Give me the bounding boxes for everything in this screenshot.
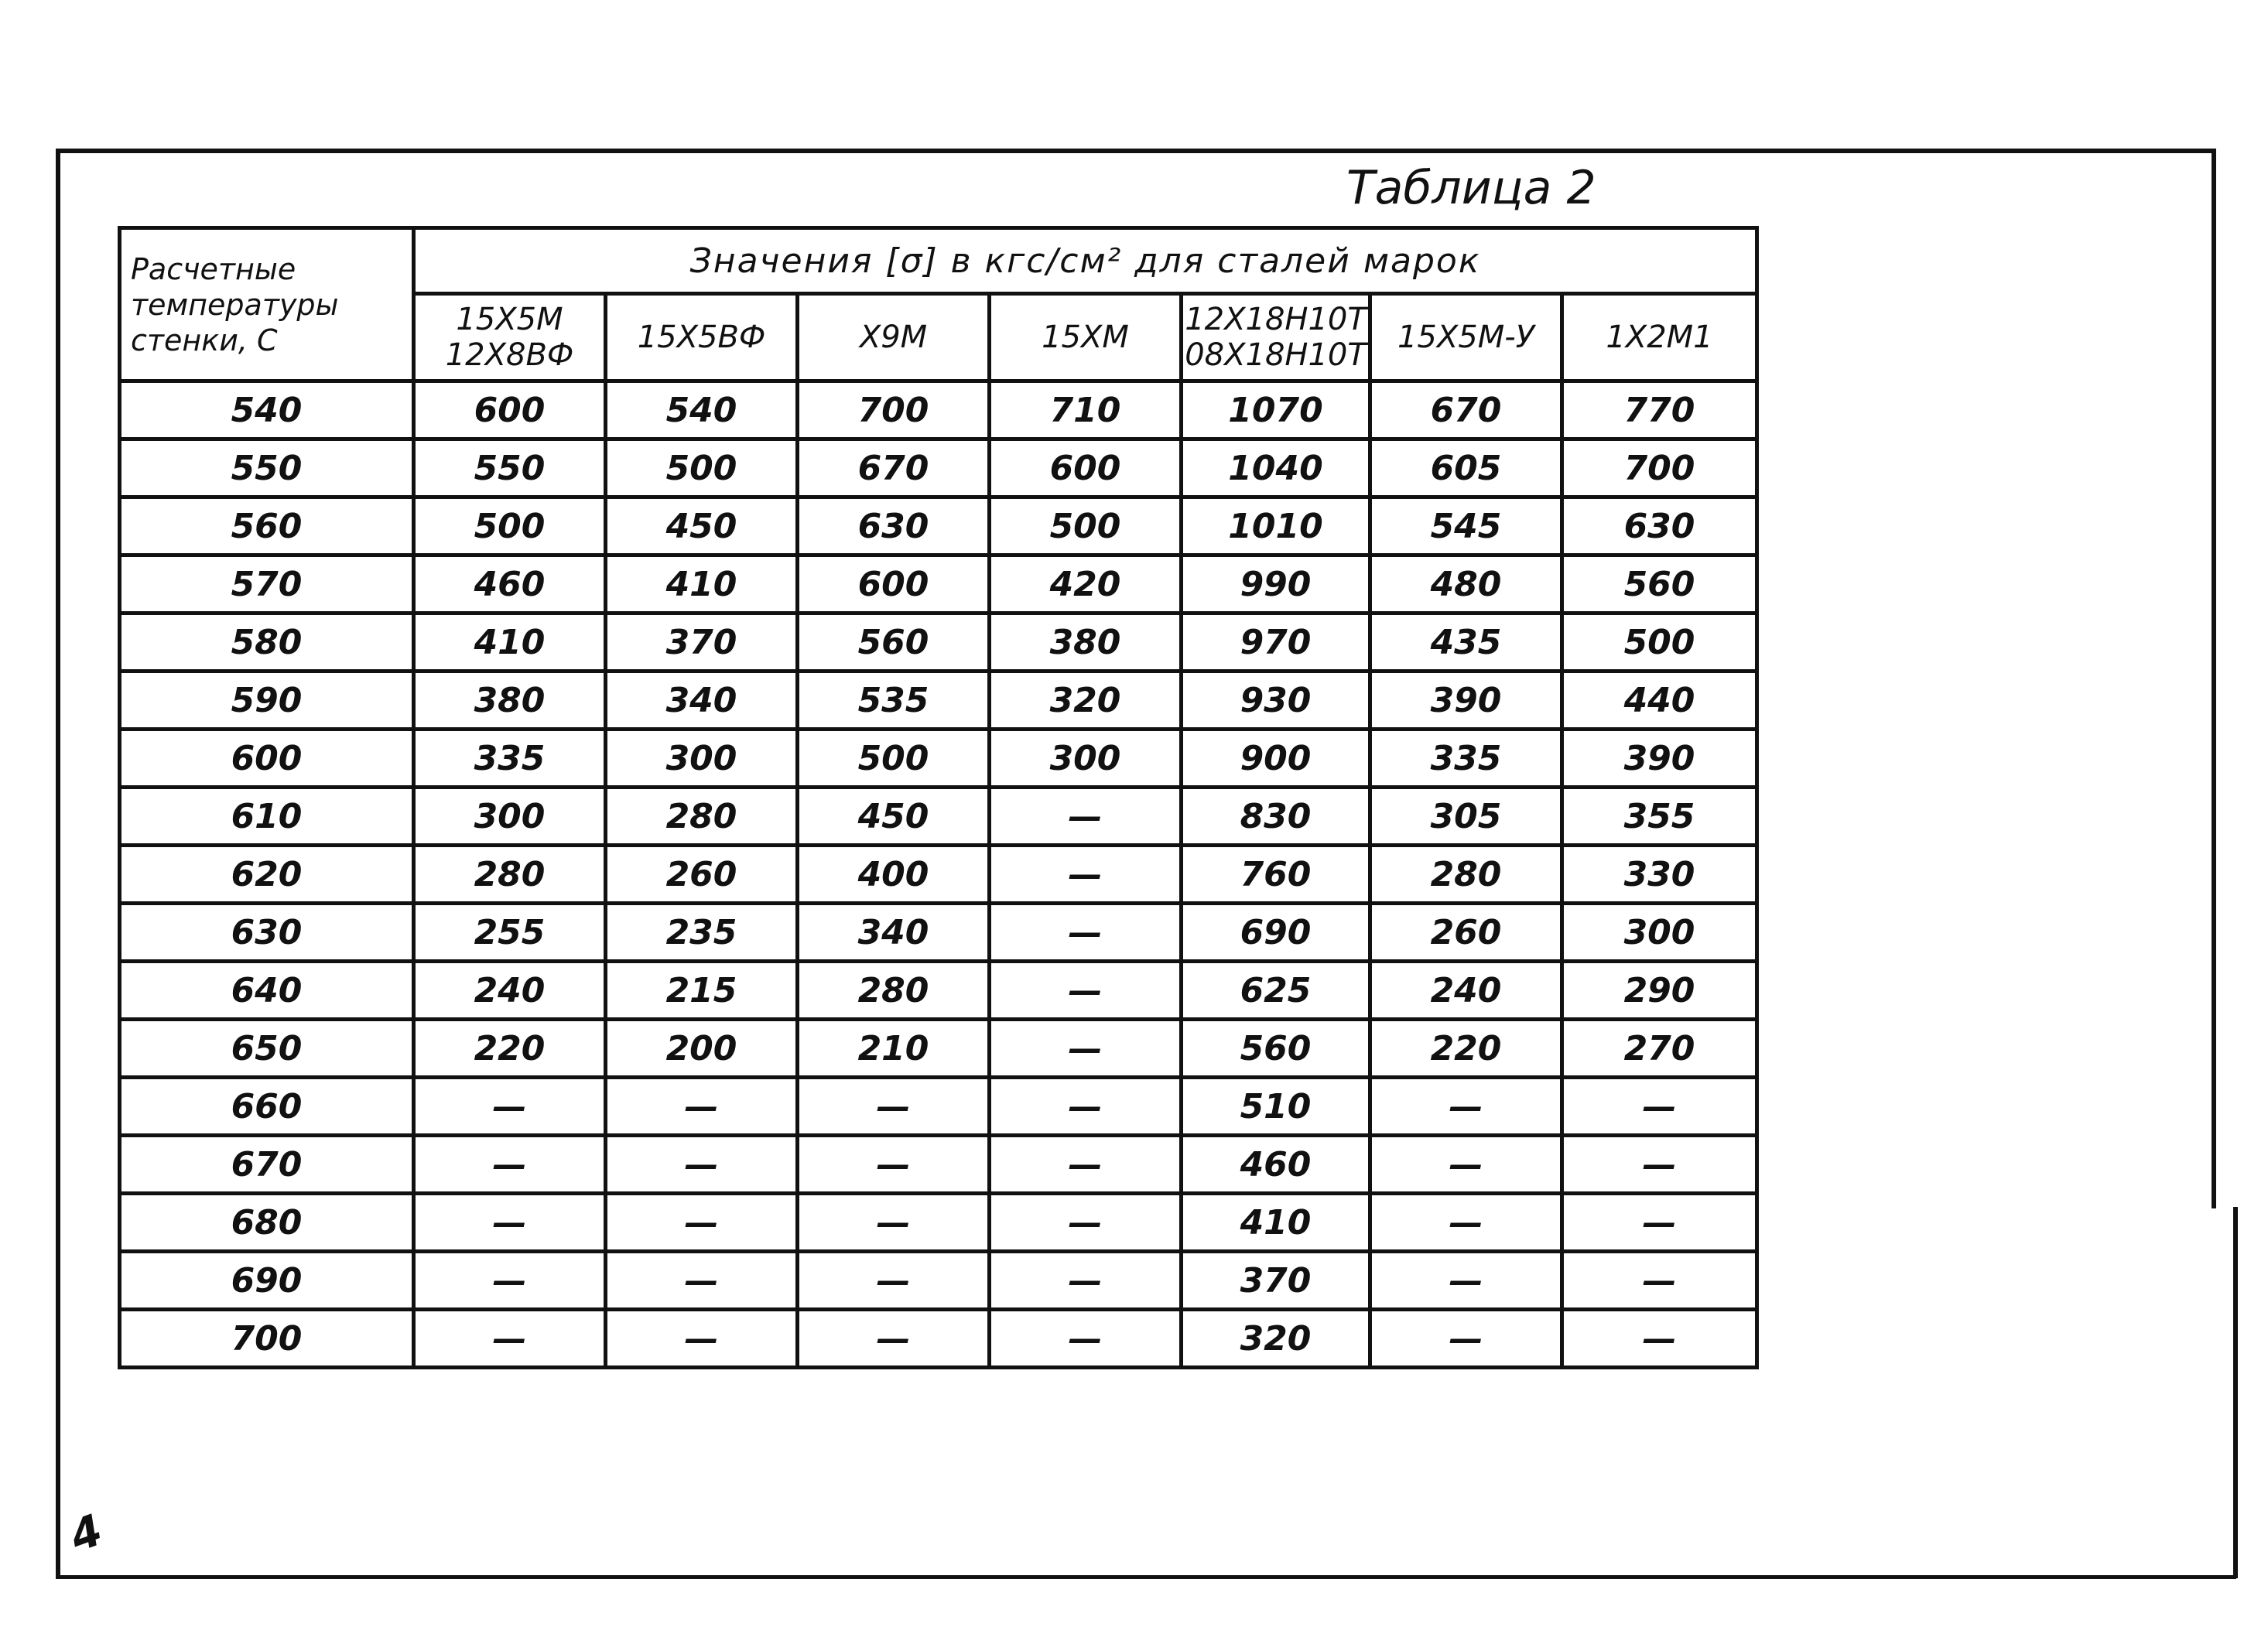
table-row [120, 439, 1757, 497]
value-cell: 690 [1182, 904, 1370, 962]
value-cell: 460 [414, 555, 606, 614]
value-cell: 500 [1562, 614, 1757, 672]
value-cell: 410 [606, 555, 798, 614]
value-cell: 1070 [1182, 381, 1370, 439]
value-cell: 710 [990, 381, 1182, 439]
value-cell: 340 [606, 672, 798, 730]
value-cell: 450 [798, 788, 990, 846]
table-row [120, 1136, 1757, 1194]
value-cell: 215 [606, 962, 798, 1020]
value-cell: — [798, 1136, 990, 1194]
value-cell: 830 [1182, 788, 1370, 846]
value-cell: 320 [1182, 1310, 1370, 1368]
value-cell: 700 [798, 381, 990, 439]
temperature-cell: 650 [120, 1020, 414, 1078]
frame-bottom-border [56, 1575, 2236, 1579]
value-cell: 370 [606, 614, 798, 672]
temperature-cell: 570 [120, 555, 414, 614]
grade-header: 15Х5М 12Х8ВФ [414, 294, 606, 381]
temperature-cell: 700 [120, 1310, 414, 1368]
value-cell: — [990, 904, 1182, 962]
value-cell: — [414, 1252, 606, 1310]
value-cell: — [606, 1194, 798, 1252]
value-cell: 970 [1182, 614, 1370, 672]
grade-header: 1Х2М1 [1562, 294, 1757, 381]
value-cell: — [990, 1310, 1182, 1368]
table-row [120, 962, 1757, 1020]
temperature-cell: 660 [120, 1078, 414, 1136]
table-row [120, 788, 1757, 846]
value-cell: 410 [414, 614, 606, 672]
table-row [120, 672, 1757, 730]
value-cell: 290 [1562, 962, 1757, 1020]
value-cell: — [990, 962, 1182, 1020]
value-cell: 410 [1182, 1194, 1370, 1252]
value-cell: 220 [1370, 1020, 1562, 1078]
value-cell: 355 [1562, 788, 1757, 846]
stress-values-table [118, 226, 1759, 1369]
value-cell: 600 [414, 381, 606, 439]
temperature-cell: 680 [120, 1194, 414, 1252]
value-cell: 500 [606, 439, 798, 497]
value-cell: 560 [798, 614, 990, 672]
value-cell: — [990, 1020, 1182, 1078]
values-group-header: Значения [σ] в кгс/см² для сталей марок [414, 228, 1757, 294]
value-cell: 330 [1562, 846, 1757, 904]
value-cell: — [990, 1078, 1182, 1136]
temperature-cell: 560 [120, 497, 414, 555]
value-cell: 535 [798, 672, 990, 730]
value-cell: 500 [990, 497, 1182, 555]
temperature-cell: 630 [120, 904, 414, 962]
value-cell: — [990, 1194, 1182, 1252]
value-cell: — [1370, 1078, 1562, 1136]
grade-header: 12Х18Н10Т 08Х18Н10Т [1182, 294, 1370, 381]
value-cell: 335 [414, 730, 606, 788]
value-cell: 550 [414, 439, 606, 497]
temperature-cell: 600 [120, 730, 414, 788]
table-row [120, 555, 1757, 614]
value-cell: 210 [798, 1020, 990, 1078]
value-cell: — [990, 846, 1182, 904]
value-cell: — [1562, 1252, 1757, 1310]
value-cell: 460 [1182, 1136, 1370, 1194]
table-row [120, 1078, 1757, 1136]
value-cell: 625 [1182, 962, 1370, 1020]
value-cell: — [1562, 1194, 1757, 1252]
value-cell: 930 [1182, 672, 1370, 730]
value-cell: 500 [414, 497, 606, 555]
value-cell: — [798, 1310, 990, 1368]
table-body [120, 381, 1757, 1368]
value-cell: 500 [798, 730, 990, 788]
value-cell: 235 [606, 904, 798, 962]
value-cell: 450 [606, 497, 798, 555]
value-cell: 300 [990, 730, 1182, 788]
value-cell: 770 [1562, 381, 1757, 439]
value-cell: — [1562, 1136, 1757, 1194]
value-cell: 280 [798, 962, 990, 1020]
value-cell: 390 [1562, 730, 1757, 788]
table-row [120, 381, 1757, 439]
value-cell: 760 [1182, 846, 1370, 904]
temperature-cell: 590 [120, 672, 414, 730]
value-cell: 510 [1182, 1078, 1370, 1136]
value-cell: 670 [1370, 381, 1562, 439]
value-cell: 240 [1370, 962, 1562, 1020]
value-cell: — [798, 1194, 990, 1252]
value-cell: 380 [990, 614, 1182, 672]
temperature-cell: 640 [120, 962, 414, 1020]
value-cell: 390 [1370, 672, 1562, 730]
value-cell: — [414, 1136, 606, 1194]
value-cell: 335 [1370, 730, 1562, 788]
param-column-header: Расчетные температуры стенки, С [120, 228, 414, 381]
frame-right-border-lower [2233, 1207, 2238, 1578]
value-cell: — [1370, 1136, 1562, 1194]
table-title: Таблица 2 [1346, 161, 1596, 215]
frame-top-border [56, 149, 2216, 153]
value-cell: 600 [990, 439, 1182, 497]
value-cell: — [990, 1252, 1182, 1310]
value-cell: — [798, 1252, 990, 1310]
value-cell: 1040 [1182, 439, 1370, 497]
table-row [120, 846, 1757, 904]
value-cell: 560 [1562, 555, 1757, 614]
value-cell: 200 [606, 1020, 798, 1078]
value-cell: — [1370, 1310, 1562, 1368]
value-cell: 600 [798, 555, 990, 614]
value-cell: 300 [1562, 904, 1757, 962]
value-cell: 280 [1370, 846, 1562, 904]
value-cell: 560 [1182, 1020, 1370, 1078]
grade-header: 15ХМ [990, 294, 1182, 381]
value-cell: — [1562, 1310, 1757, 1368]
value-cell: 480 [1370, 555, 1562, 614]
value-cell: 300 [414, 788, 606, 846]
table-row [120, 1310, 1757, 1368]
table-row [120, 1252, 1757, 1310]
value-cell: 240 [414, 962, 606, 1020]
temperature-cell: 690 [120, 1252, 414, 1310]
page-mark: 4 [63, 1505, 109, 1563]
value-cell: 340 [798, 904, 990, 962]
frame-left-border [56, 149, 60, 1578]
value-cell: — [606, 1078, 798, 1136]
value-cell: — [606, 1310, 798, 1368]
value-cell: — [606, 1252, 798, 1310]
value-cell: — [414, 1194, 606, 1252]
table-row [120, 904, 1757, 962]
value-cell: 280 [606, 788, 798, 846]
temperature-cell: 610 [120, 788, 414, 846]
grade-header: Х9М [798, 294, 990, 381]
temperature-cell: 550 [120, 439, 414, 497]
value-cell: 300 [606, 730, 798, 788]
value-cell: 260 [606, 846, 798, 904]
value-cell: 255 [414, 904, 606, 962]
value-cell: 370 [1182, 1252, 1370, 1310]
temperature-cell: 620 [120, 846, 414, 904]
value-cell: 630 [1562, 497, 1757, 555]
value-cell: — [1370, 1252, 1562, 1310]
temperature-cell: 670 [120, 1136, 414, 1194]
header-row-top [120, 228, 1757, 294]
value-cell: 420 [990, 555, 1182, 614]
table-row [120, 1194, 1757, 1252]
value-cell: 630 [798, 497, 990, 555]
value-cell: 435 [1370, 614, 1562, 672]
temperature-cell: 580 [120, 614, 414, 672]
table-row [120, 730, 1757, 788]
table-row [120, 614, 1757, 672]
value-cell: 605 [1370, 439, 1562, 497]
value-cell: — [990, 1136, 1182, 1194]
value-cell: — [414, 1078, 606, 1136]
grade-header: 15Х5М-У [1370, 294, 1562, 381]
value-cell: 400 [798, 846, 990, 904]
value-cell: 305 [1370, 788, 1562, 846]
value-cell: 320 [990, 672, 1182, 730]
value-cell: — [990, 788, 1182, 846]
value-cell: 545 [1370, 497, 1562, 555]
value-cell: 670 [798, 439, 990, 497]
grade-header: 15Х5ВФ [606, 294, 798, 381]
value-cell: — [1370, 1194, 1562, 1252]
value-cell: 380 [414, 672, 606, 730]
table-row [120, 497, 1757, 555]
table-row [120, 1020, 1757, 1078]
temperature-cell: 540 [120, 381, 414, 439]
frame-right-border [2212, 149, 2216, 1208]
value-cell: 990 [1182, 555, 1370, 614]
value-cell: — [606, 1136, 798, 1194]
value-cell: 270 [1562, 1020, 1757, 1078]
value-cell: 440 [1562, 672, 1757, 730]
value-cell: 700 [1562, 439, 1757, 497]
value-cell: 900 [1182, 730, 1370, 788]
value-cell: — [798, 1078, 990, 1136]
value-cell: — [1562, 1078, 1757, 1136]
value-cell: 220 [414, 1020, 606, 1078]
value-cell: 280 [414, 846, 606, 904]
value-cell: — [414, 1310, 606, 1368]
value-cell: 540 [606, 381, 798, 439]
value-cell: 260 [1370, 904, 1562, 962]
value-cell: 1010 [1182, 497, 1370, 555]
